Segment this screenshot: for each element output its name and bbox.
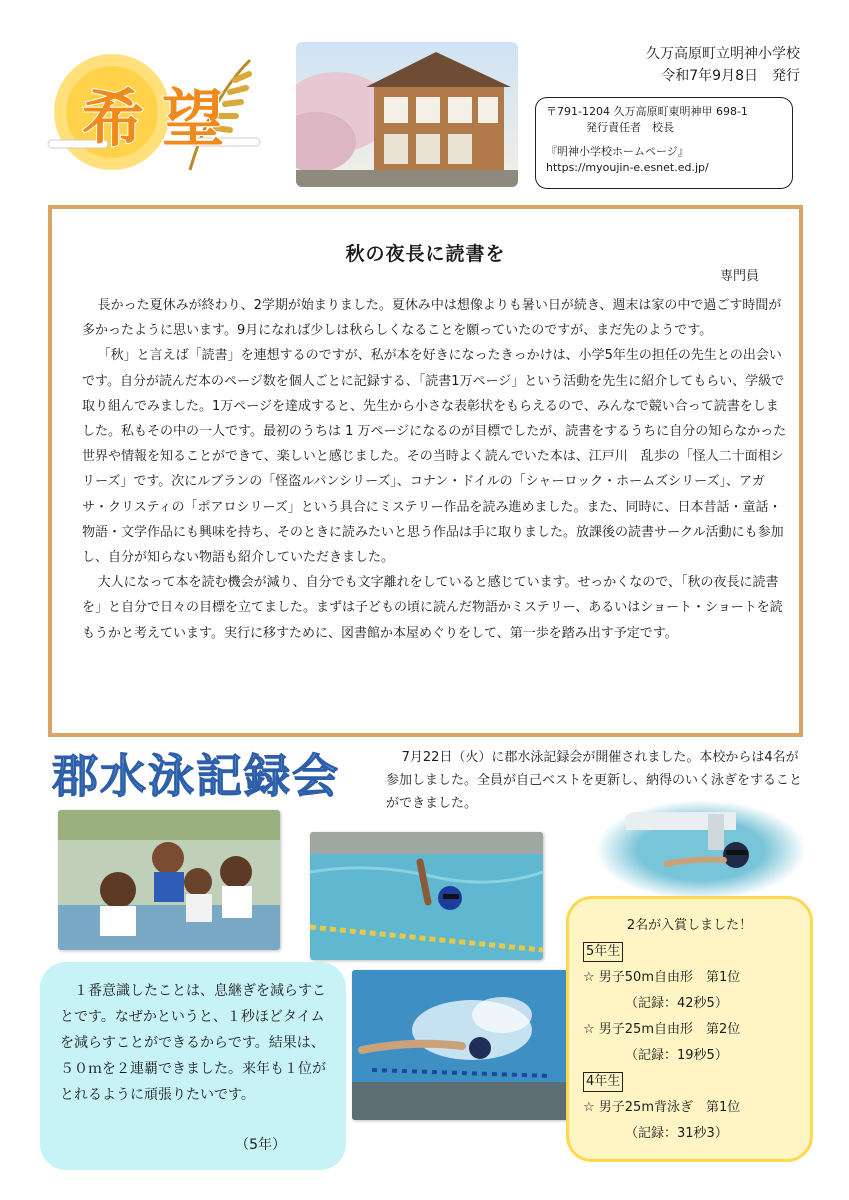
results-box [566, 896, 813, 1162]
results-heading: 2名が入賞しました！ [626, 918, 753, 933]
article-paragraph: 長かった夏休みが終わり、2学期が始まりました。夏休み中は想像よりも暑い日が続き、週末は家の中で過ごす時間が多かったように思います。9月になれば少しは秋らしくなることを願っていたのですが、まだ先のようです。 [82, 298, 782, 339]
swimmer-goggles-photo [596, 800, 806, 900]
newsletter-logo [40, 40, 285, 180]
result-record: （記録：42秒5） [625, 996, 728, 1011]
postal-address: 〒791-1204 久万高原町東明神甲 698-1 [546, 105, 748, 118]
grade4-label: 4年生 [583, 1072, 623, 1092]
comment-author: （5年） [235, 1137, 286, 1153]
swimmer-splash-photo [352, 970, 568, 1120]
article-body [82, 293, 787, 646]
svg-text:希望: 希望 [81, 82, 243, 155]
reading-article [48, 205, 803, 737]
grade5-label: 5年生 [583, 942, 623, 962]
article-author: 専門員 [719, 269, 759, 284]
result-item: ☆ 男子25m自由形 第2位 [583, 1022, 741, 1037]
school-name: 久万高原町立明神小学校 [646, 46, 800, 62]
result-record: （記録：31秒3） [625, 1126, 728, 1141]
swim-section-title [48, 744, 368, 806]
result-record: （記録：19秒5） [625, 1048, 728, 1063]
issue-date: 令和7年9月8日 発行 [661, 68, 800, 84]
homepage-label: 『明神小学校ホームページ』 [546, 145, 689, 158]
publisher-info-box [535, 97, 793, 189]
homepage-url[interactable]: https://myoujin-e.esnet.ed.jp/ [546, 161, 709, 174]
article-paragraph: 「秋」と言えば「読書」を連想するのですが、私が本を好きになったきっかけは、小学5年生の担任の先生との出会いです。自分が読んだ本のページ数を個人ごとに記録する、「読書1万ページ」という活動を先生に紹介してもらい、学級で取り組んでみました。1万ページを達成すると、先生から小さな表彰状をもらえるので、みんなで競い合って読書をしました。私もその中の一人です。最初のうちは 1 万ページになるのが目標でしたが、読書をするうちに自分の知らなかった世界や情報を知ることができて、楽しいと感じました。その当時よく読んでいた本は、江戸川 乱歩の「怪人二十面相シリーズ」です。次にルブランの「怪盗ルパンシリーズ」、コナン・ドイルの「シャーロック・ホームズシリーズ」、アガサ・クリスティの「ポアロシリーズ」という具合にミステリー作品を読み進めました。また、同時に、日本昔話・童話・物語・文学作品にも興味を持ち、そのときに読みたいと思う作品は手に取りました。放課後の読書サークル活動にも参加し、自分が知らない物語も紹介していただきました。 [82, 348, 787, 566]
swimmer-breathing-photo [310, 832, 543, 960]
student-comment: １番意識したことは、息継ぎを減らすことです。なぜかというと、１秒ほどタイムを減らすことができるからです。結果は、５０ｍを２連覇できました。来年も１位がとれるように頑張りたいです。 [60, 983, 326, 1103]
result-item: ☆ 男子50m自由形 第1位 [583, 970, 741, 985]
publisher: 発行責任者 校長 [586, 121, 674, 134]
svg-text:郡水泳記録会: 郡水泳記録会 [52, 749, 340, 803]
article-title: 秋の夜長に読書を [345, 243, 506, 265]
student-comment-box [40, 962, 346, 1170]
result-item: ☆ 男子25m背泳ぎ 第1位 [583, 1100, 741, 1115]
article-paragraph: 大人になって本を読む機会が減り、自分でも文字離れをしていると感じています。せっかくなので、「秋の夜長に読書を」と自分で日々の目標を立てました。まずは子どもの頃に読んだ物語かミステリー、あるいはショート・ショートを読もうかと考えています。実行に移すために、図書館か本屋めぐりをして、第一歩を踏み出す予定です。 [82, 575, 783, 641]
swim-intro: 7月22日（火）に郡水泳記録会が開催されました。本校からは4名が参加しました。全員が自己ベストを更新し、納得のいく泳ぎをすることができました。 [386, 750, 803, 811]
school-building-photo [296, 42, 518, 187]
group-photo [58, 810, 280, 950]
